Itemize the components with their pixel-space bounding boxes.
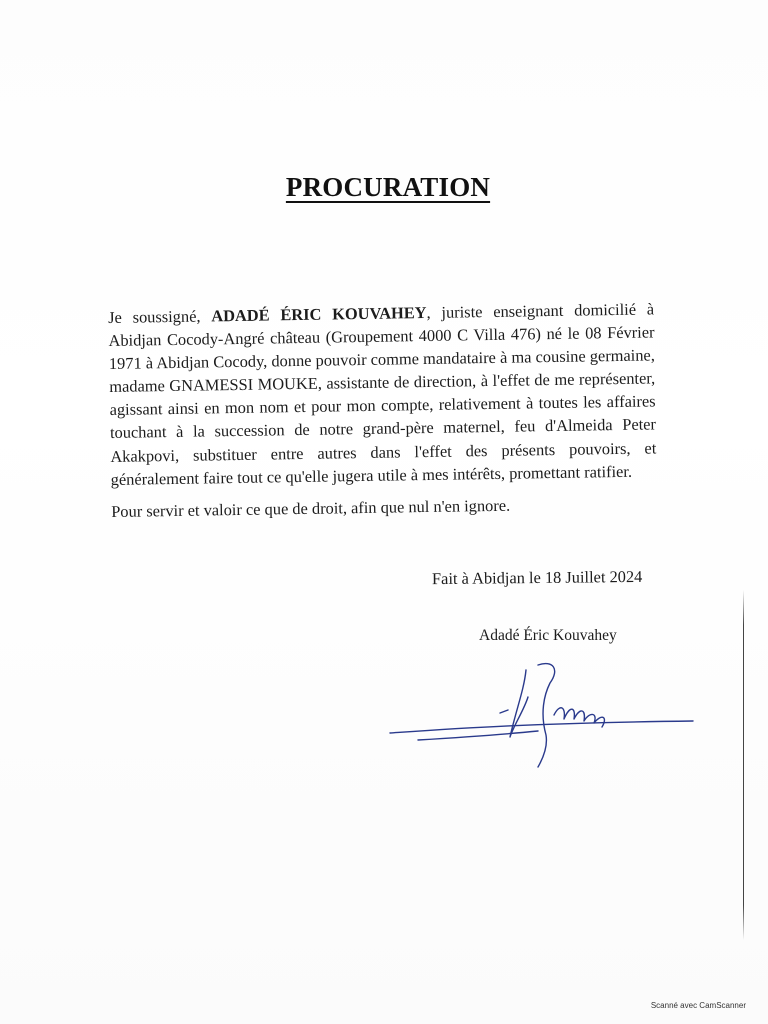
signature-loop: [538, 664, 555, 767]
signer-name: Adadé Éric Kouvahey: [479, 627, 617, 644]
scanner-watermark: Scanné avec CamScanner: [650, 1001, 746, 1010]
paragraph-closing: Pour servir et valoir ce que de droit, afin que nul n'en ignore.: [111, 495, 511, 521]
document-body: [108, 297, 657, 522]
grantor-name: ADADÉ ÉRIC KOUVAHEY: [211, 302, 427, 326]
place-date: Fait à Abidjan le 18 Juillet 2024: [431, 566, 643, 589]
document-title: [0, 172, 768, 203]
signature-flourish: [418, 731, 538, 740]
page-edge-shadow: [743, 590, 744, 940]
title-text: PROCURATION: [285, 172, 491, 202]
paragraph-intro: Je soussigné,: [108, 306, 212, 327]
handwritten-signature: [388, 655, 698, 780]
signature-dot: [500, 710, 508, 713]
signature-underline: [390, 721, 693, 733]
paragraph-main: [108, 297, 657, 490]
paragraph-rest: , juriste enseignant domicilié à Abidjan Cocody-Angré château (Groupement 4000 C Villa 476) né le 08 Février 1971 à Abidjan Cocody, donne pouvoir comme mandataire à ma cousine germaine, madame GNAMESSI MOUKE, assistante de direction, à l'effet de me représenter, agissant ainsi en mon nom et pour mon compte, relativement à toutes les affaires touchant à la succession de notre grand-père maternel, feu d'Almeida Peter Akakpovi, substituer entre autres dans l'effet des présents pouvoirs, et généralement faire tout ce qu'elle jugera utile à mes intérêts, promettant ratifier.: [108, 299, 657, 489]
signature-main-stroke: [510, 670, 528, 737]
